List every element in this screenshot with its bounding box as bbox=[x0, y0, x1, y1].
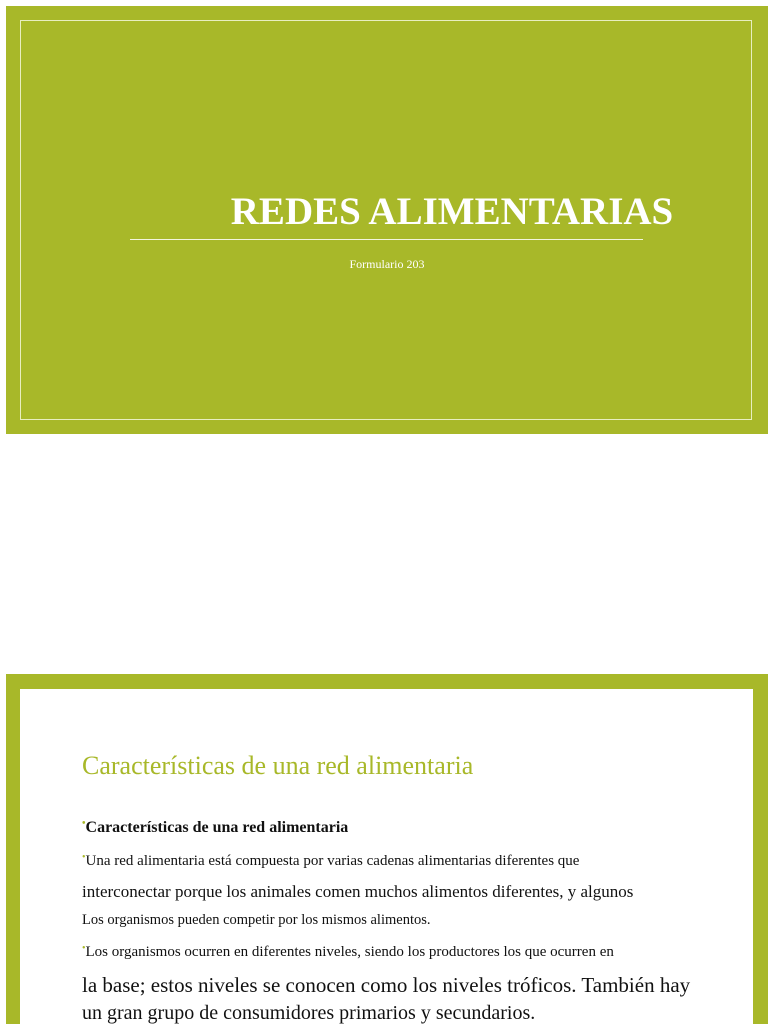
title-slide bbox=[6, 6, 768, 434]
bullet-item-2-line-2: interconectar porque los animales comen muchos alimentos diferentes, y algunos bbox=[82, 882, 634, 901]
bullet-text: Una red alimentaria está compuesta por varias cadenas alimentarias diferentes que bbox=[85, 853, 580, 869]
bullet-icon: • bbox=[82, 943, 86, 954]
bullet-text: Características de una red alimentaria bbox=[85, 819, 349, 836]
bullet-item-2-line-3: Los organismos pueden competir por los mismos alimentos. bbox=[82, 912, 431, 928]
bullet-item-3-line-3: un gran grupo de consumidores primarios y secundarios. bbox=[82, 1002, 536, 1024]
content-heading: Características de una red alimentaria bbox=[82, 751, 474, 780]
bullet-item-3 bbox=[82, 943, 614, 961]
bullet-item-3-line-2: la base; estos niveles se conocen como los niveles tróficos. También hay bbox=[82, 973, 691, 997]
bullet-icon: • bbox=[82, 818, 86, 829]
bullet-item-2 bbox=[82, 852, 579, 870]
bullet-text: Los organismos ocurren en diferentes niveles, siendo los productores los que ocurren en bbox=[85, 944, 614, 960]
slide-title: REDES ALIMENTARIAS bbox=[230, 190, 674, 233]
content-slide bbox=[6, 674, 768, 1024]
slide-subtitle: Formulario 203 bbox=[349, 257, 425, 271]
bullet-icon: • bbox=[82, 852, 86, 863]
bullet-item-1 bbox=[82, 818, 348, 838]
title-divider bbox=[130, 239, 643, 240]
content-slide-panel bbox=[20, 689, 753, 1024]
